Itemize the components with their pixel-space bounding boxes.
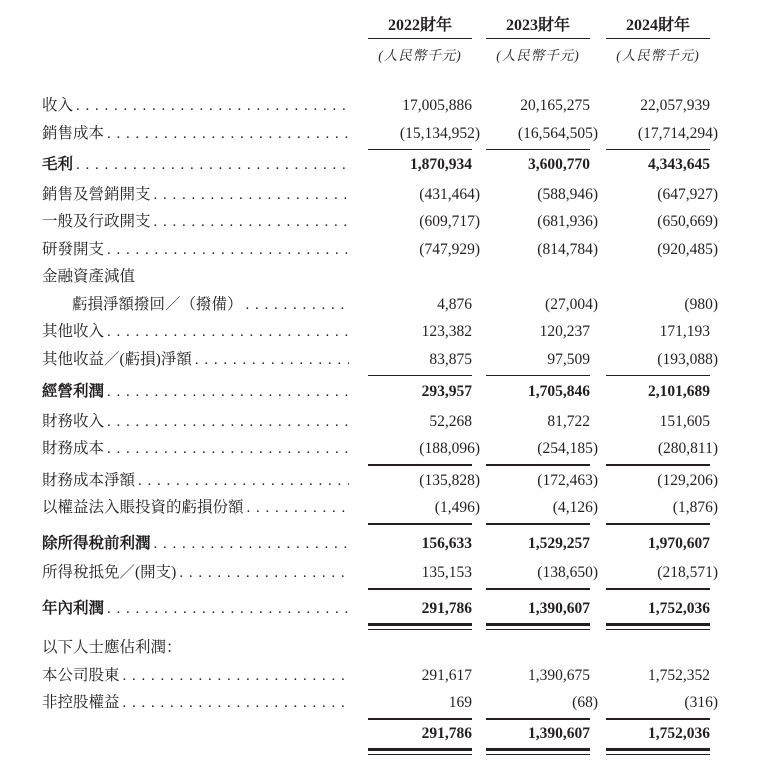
dot-leader: [107, 324, 349, 341]
value-2024: 1,752,352: [648, 666, 710, 684]
row-label-cell: [42, 155, 354, 174]
dot-leader: [195, 352, 349, 369]
value-cell-2024: [606, 322, 710, 341]
table-row: [42, 685, 771, 713]
dot-leader: [246, 297, 349, 314]
row-label-cell: [42, 439, 354, 458]
value-cell-2024: [606, 599, 710, 618]
table-row: [42, 431, 771, 459]
value-2024: 171,193: [659, 323, 710, 341]
column-year-label: 2023財年: [486, 12, 590, 39]
value-2022: 17,005,886: [402, 97, 472, 115]
row-label: 其他收益／(虧損)淨額: [42, 350, 192, 368]
value-cell-2022: [368, 350, 472, 369]
value-2023: (588,946): [537, 185, 598, 203]
table-row: [42, 314, 771, 342]
value-2024: 22,057,939: [640, 97, 710, 115]
row-label-cell: [42, 212, 354, 231]
value-2022: 169: [448, 694, 472, 712]
value-2024: (650,669): [657, 213, 718, 231]
value-2023: 81,722: [547, 412, 590, 430]
row-label-cell: [42, 240, 354, 259]
row-label-cell: [42, 96, 354, 115]
value-cell-2022: [368, 212, 480, 231]
table-row: [42, 404, 771, 432]
value-cell-2024: [606, 240, 718, 259]
value-cell-2022: [368, 724, 472, 743]
value-cell-2024: [606, 295, 718, 314]
row-label: 財務成本淨額: [42, 471, 136, 489]
value-cell-2022: [368, 412, 472, 431]
value-cell-2022: [368, 185, 480, 204]
value-2022: (747,929): [419, 240, 480, 258]
dot-leader: [179, 565, 349, 582]
row-label: 毛利: [42, 156, 74, 174]
row-label: 年內利潤: [42, 599, 105, 617]
row-label: 除所得稅前利潤: [42, 534, 151, 552]
dot-leader: [154, 187, 349, 204]
row-label-cell: [42, 267, 354, 286]
value-cell-2022: [368, 471, 480, 490]
value-2023: (254,185): [537, 440, 598, 458]
table-row: [42, 204, 771, 232]
value-2024: 1,752,036: [648, 724, 710, 742]
value-cell-2024: [606, 185, 718, 204]
column-header-2023: [486, 12, 590, 64]
value-2023: 1,390,607: [528, 724, 590, 742]
row-label: 經營利潤: [42, 383, 105, 401]
row-label-cell: [42, 124, 354, 143]
value-cell-2022: [368, 124, 480, 143]
value-cell-2022: [368, 240, 480, 259]
value-2023: 120,237: [539, 323, 590, 341]
value-cell-2023: [486, 638, 590, 657]
value-cell-2024: [606, 96, 710, 115]
value-2024: (280,811): [657, 440, 718, 458]
value-2024: (1,876): [672, 499, 718, 517]
column-header-2022: [368, 12, 472, 64]
value-2023: 1,705,846: [528, 383, 590, 401]
value-cell-2023: [486, 350, 590, 369]
value-cell-2022: [368, 666, 472, 685]
table-row: [42, 232, 771, 260]
value-2022: 293,957: [421, 383, 472, 401]
value-cell-2024: [606, 666, 710, 685]
value-2024: (17,714,294): [637, 124, 718, 142]
table-row: [42, 116, 771, 144]
value-cell-2024: [606, 350, 718, 369]
value-cell-2022: [368, 693, 472, 712]
value-2023: (27,004): [545, 295, 598, 313]
row-label-cell: [42, 666, 354, 685]
table-row: [42, 630, 771, 658]
row-label: 財務收入: [42, 412, 105, 430]
value-2022: 1,870,934: [410, 156, 472, 174]
column-year-label: 2024財年: [606, 12, 710, 39]
value-2024: (193,088): [657, 350, 718, 368]
row-label: 金融資產減值: [42, 268, 136, 286]
dot-leader: [107, 126, 349, 143]
value-2024: 1,970,607: [648, 534, 710, 552]
value-cell-2023: [486, 666, 590, 685]
value-cell-2023: [486, 498, 598, 517]
value-2023: (16,564,505): [517, 124, 598, 142]
value-2024: 2,101,689: [648, 383, 710, 401]
value-cell-2022: [368, 439, 480, 458]
row-label-cell: [42, 563, 354, 582]
value-cell-2022: [368, 534, 472, 553]
value-2022: 123,382: [421, 323, 472, 341]
table-body: [42, 88, 771, 743]
column-header-2024: [606, 12, 710, 64]
value-2023: (138,650): [537, 564, 598, 582]
dot-leader: [247, 500, 349, 517]
value-cell-2023: [486, 412, 590, 431]
dot-leader: [107, 441, 349, 458]
value-cell-2022: [368, 599, 472, 618]
value-cell-2023: [486, 212, 598, 231]
row-label: 以下人士應佔利潤：: [42, 639, 182, 657]
value-cell-2024: [606, 124, 718, 143]
row-label-cell: [42, 350, 354, 369]
value-cell-2023: [486, 693, 598, 712]
value-cell-2024: [606, 412, 710, 431]
value-cell-2023: [486, 382, 590, 401]
value-cell-2024: [606, 212, 718, 231]
dot-leader: [76, 157, 349, 174]
column-year-label: 2022財年: [368, 12, 472, 39]
value-cell-2023: [486, 471, 598, 490]
row-label-cell: [42, 534, 354, 553]
value-cell-2023: [486, 240, 598, 259]
table-row: [42, 658, 771, 686]
value-cell-2022: [368, 322, 472, 341]
row-label: 虧損淨額撥回／（撥備）: [72, 295, 243, 313]
value-cell-2023: [486, 563, 598, 582]
row-label: 財務成本: [42, 440, 105, 458]
value-2024: (920,485): [657, 240, 718, 258]
value-2022: 52,268: [429, 412, 472, 430]
row-label-cell: [42, 412, 354, 431]
value-2024: (980): [684, 295, 718, 313]
value-cell-2024: [606, 439, 718, 458]
value-cell-2023: [486, 534, 590, 553]
row-label: 一般及行政開支: [42, 213, 151, 231]
value-2024: 151,605: [659, 412, 710, 430]
value-2023: (68): [572, 694, 598, 712]
value-cell-2024: [606, 498, 718, 517]
table-row: [42, 716, 771, 744]
row-label-cell: [42, 322, 354, 341]
value-2022: (188,096): [419, 440, 480, 458]
table-row: [42, 287, 771, 315]
table-row: [42, 147, 771, 175]
table-row: [42, 591, 771, 619]
value-cell-2023: [486, 96, 590, 115]
value-2022: (15,134,952): [399, 124, 480, 142]
value-cell-2022: [368, 267, 472, 286]
value-2022: 4,876: [437, 295, 472, 313]
row-label-cell: [42, 726, 354, 743]
row-label: 以權益法入賬投資的虧損份額: [42, 499, 244, 517]
value-cell-2024: [606, 638, 710, 657]
value-cell-2022: [368, 155, 472, 174]
value-2024: (218,571): [657, 564, 718, 582]
row-label-cell: [42, 185, 354, 204]
value-2023: 1,390,607: [528, 599, 590, 617]
value-2022: 83,875: [429, 350, 472, 368]
row-label: 研發開支: [42, 240, 105, 258]
value-cell-2023: [486, 439, 598, 458]
row-label: 所得稅抵免／(開支): [42, 564, 177, 582]
row-label-cell: [42, 471, 354, 490]
table-row: [42, 526, 771, 554]
row-label: 本公司股東: [42, 666, 120, 684]
value-cell-2022: [368, 96, 472, 115]
value-cell-2024: [606, 563, 718, 582]
dot-leader: [154, 214, 349, 231]
table-row: [42, 374, 771, 402]
dot-leader: [107, 601, 349, 618]
value-cell-2022: [368, 563, 472, 582]
value-cell-2022: [368, 382, 472, 401]
value-cell-2022: [368, 638, 472, 657]
value-2023: (4,126): [552, 499, 598, 517]
row-label-cell: [42, 599, 354, 618]
value-cell-2023: [486, 124, 598, 143]
row-label-cell: [42, 638, 354, 657]
value-cell-2024: [606, 267, 710, 286]
row-label: 銷售成本: [42, 124, 105, 142]
value-cell-2023: [486, 155, 590, 174]
row-label-cell: [42, 498, 354, 517]
dot-leader: [138, 473, 349, 490]
column-unit-label: (人民幣千元): [496, 48, 580, 63]
value-cell-2023: [486, 599, 590, 618]
value-cell-2023: [486, 295, 598, 314]
value-cell-2024: [606, 534, 710, 553]
value-2023: 1,529,257: [528, 534, 590, 552]
value-cell-2023: [486, 185, 598, 204]
value-2023: 3,600,770: [528, 156, 590, 174]
dot-leader: [107, 414, 349, 431]
value-cell-2022: [368, 295, 472, 314]
row-label: 收入: [42, 97, 74, 115]
value-2022: (1,496): [434, 499, 480, 517]
value-cell-2024: [606, 382, 710, 401]
row-label-cell: [42, 382, 354, 401]
table-row: [42, 88, 771, 116]
dot-leader: [123, 668, 349, 685]
row-label-cell: [42, 693, 354, 712]
value-cell-2023: [486, 267, 590, 286]
dot-leader: [154, 536, 349, 553]
row-label: 非控股權益: [42, 694, 120, 712]
value-2023: (681,936): [537, 213, 598, 231]
value-cell-2023: [486, 322, 590, 341]
value-2022: 291,617: [421, 666, 472, 684]
value-2022: 291,786: [421, 599, 472, 617]
value-2024: (129,206): [657, 471, 718, 489]
value-cell-2022: [368, 498, 480, 517]
value-2022: (135,828): [419, 471, 480, 489]
value-2022: 156,633: [421, 534, 472, 552]
table-header: [42, 12, 771, 64]
value-2023: 97,509: [547, 350, 590, 368]
dot-leader: [76, 98, 349, 115]
value-2022: (431,464): [419, 185, 480, 203]
dot-leader: [107, 242, 349, 259]
value-cell-2024: [606, 724, 710, 743]
table-row: [42, 342, 771, 370]
value-2023: 1,390,675: [528, 666, 590, 684]
table-row: [42, 490, 771, 518]
dot-leader: [123, 695, 349, 712]
value-2022: 135,153: [421, 564, 472, 582]
value-2023: 20,165,275: [520, 97, 590, 115]
value-2024: 1,752,036: [648, 599, 710, 617]
column-unit-label: (人民幣千元): [616, 48, 700, 63]
dot-leader: [107, 384, 349, 401]
table-row: [42, 463, 771, 491]
row-label-cell: [42, 295, 354, 314]
table-row: [42, 555, 771, 583]
table-row: [42, 177, 771, 205]
value-2022: (609,717): [419, 213, 480, 231]
table-row: [42, 259, 771, 287]
value-2023: (814,784): [537, 240, 598, 258]
value-cell-2024: [606, 693, 718, 712]
row-label: 其他收入: [42, 323, 105, 341]
value-2024: 4,343,645: [648, 156, 710, 174]
row-label: 銷售及營銷開支: [42, 185, 151, 203]
value-2022: 291,786: [421, 724, 472, 742]
value-2024: (316): [684, 694, 718, 712]
value-cell-2023: [486, 724, 590, 743]
value-2024: (647,927): [657, 185, 718, 203]
value-cell-2024: [606, 155, 710, 174]
column-unit-label: (人民幣千元): [378, 48, 462, 63]
value-2023: (172,463): [537, 471, 598, 489]
value-cell-2024: [606, 471, 718, 490]
